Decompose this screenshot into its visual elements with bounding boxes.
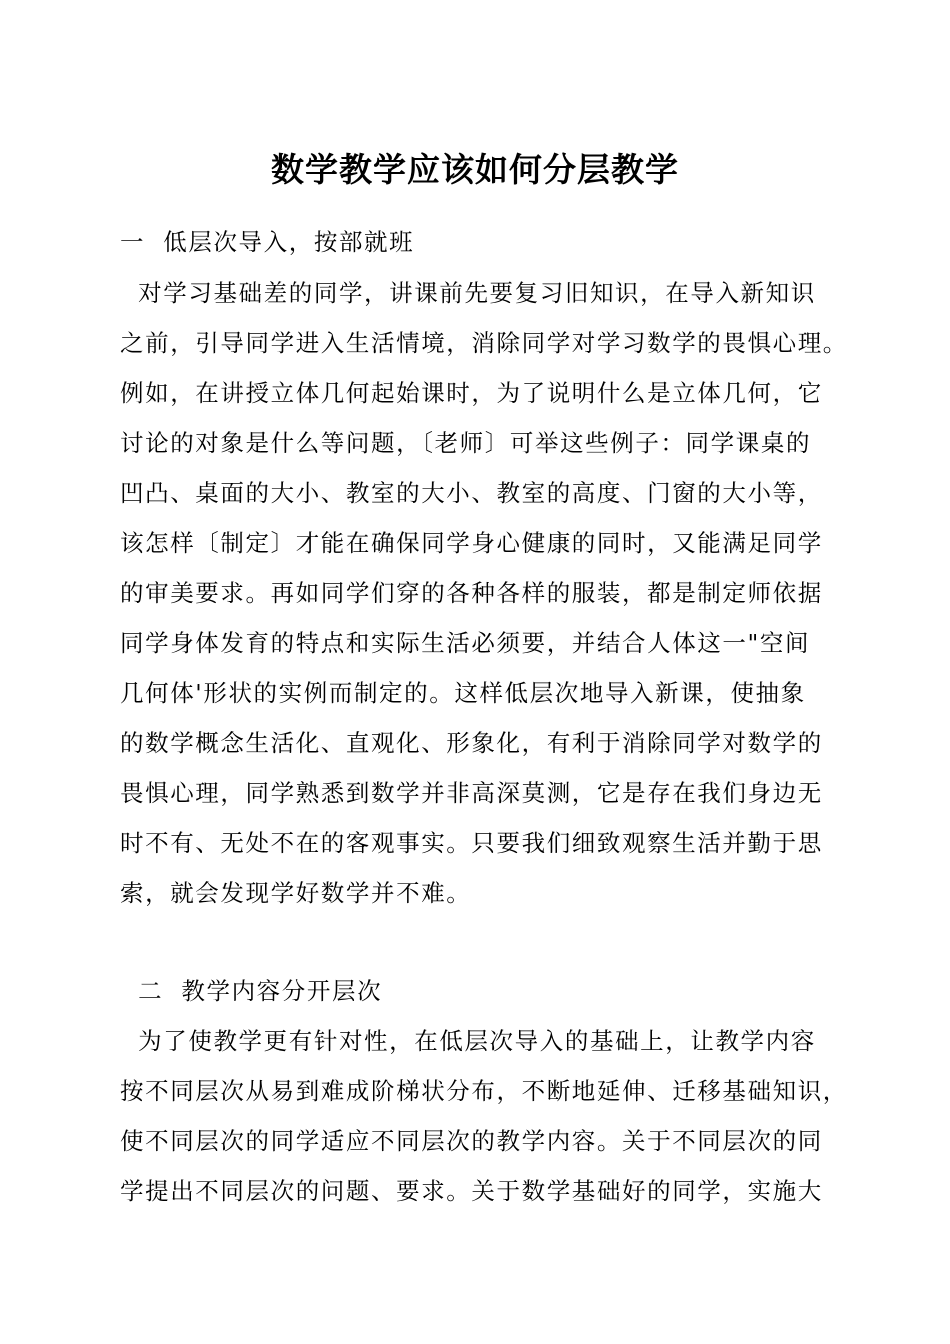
section-heading: 二 教学内容分开层次 (120, 977, 383, 1005)
paragraph-line: 畏惧心理，同学熟悉到数学并非高深莫测，它是存在我们身边无 (120, 779, 823, 807)
paragraph-line: 的数学概念生活化、直观化、形象化，有利于消除同学对数学的 (120, 729, 823, 757)
section-heading: 一 低层次导入，按部就班 (120, 228, 415, 256)
paragraph-line: 学提出不同层次的问题、要求。关于数学基础好的同学，实施大 (120, 1177, 823, 1205)
paragraph-line: 索，就会发现学好数学并不难。 (120, 879, 472, 907)
paragraph-line: 的审美要求。再如同学们穿的各种各样的服装，都是制定师依据 (120, 579, 823, 607)
paragraph-line: 例如，在讲授立体几何起始课时，为了说明什么是立体几何，它 (120, 379, 823, 407)
paragraph-line: 几何体'形状的实例而制定的。这样低层次地导入新课，使抽象 (120, 679, 806, 707)
paragraph-line: 时不有、无处不在的客观事实。只要我们细致观察生活并勤于思 (120, 829, 823, 857)
paragraph-line: 按不同层次从易到难成阶梯状分布，不断地延伸、迁移基础知识， (120, 1077, 848, 1105)
paragraph-line: 对学习基础差的同学，讲课前先要复习旧知识，在导入新知识 (120, 279, 816, 307)
document-title: 数学教学应该如何分层教学 (271, 150, 679, 189)
paragraph-line: 该怎样〔制定〕才能在确保同学身心健康的同时，又能满足同学 (120, 529, 823, 557)
paragraph-line: 之前，引导同学进入生活情境，消除同学对学习数学的畏惧心理。 (120, 329, 848, 357)
paragraph-line: 讨论的对象是什么等问题，〔老师〕可举这些例子：同学课桌的 (120, 429, 812, 457)
paragraph-line: 使不同层次的同学适应不同层次的教学内容。关于不同层次的同 (120, 1127, 823, 1155)
paragraph-line: 同学身体发育的特点和实际生活必须要，并结合人体这一"空间 (120, 629, 811, 657)
paragraph-line: 凹凸、桌面的大小、教室的大小、教室的高度、门窗的大小等， (120, 479, 823, 507)
paragraph-line: 为了使教学更有针对性，在低层次导入的基础上，让教学内容 (120, 1027, 816, 1055)
